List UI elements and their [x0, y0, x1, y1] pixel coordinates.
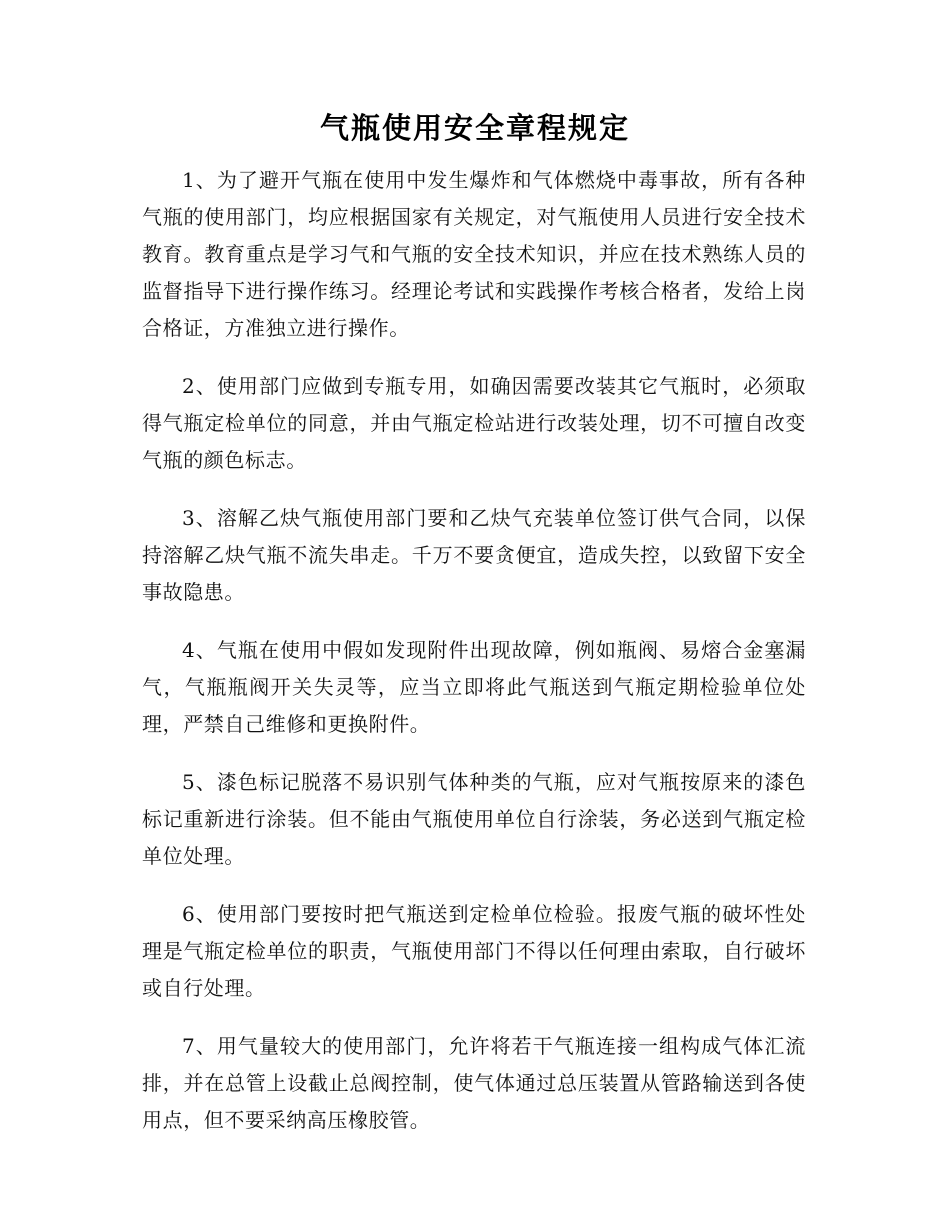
- document-body: [142, 162, 806, 1160]
- paragraph-4: 4、气瓶在使用中假如发现附件出现故障，例如瓶阀、易熔合金塞漏气，气瓶瓶阀开关失灵等，应当立即将此气瓶送到气瓶定期检验单位处理，严禁自己维修和更换附件。: [142, 638, 806, 736]
- document-title: 气瓶使用安全章程规定: [319, 111, 630, 145]
- paragraph-1: 1、为了避开气瓶在使用中发生爆炸和气体燃烧中毒事故，所有各种气瓶的使用部门，均应根据国家有关规定，对气瓶使用人员进行安全技术教育。教育重点是学习气和气瓶的安全技术知识，并应在技术熟练人员的监督指导下进行操作练习。经理论考试和实践操作考核合格者，发给上岗合格证，方准独立进行操作。: [142, 168, 806, 340]
- paragraph-6: 6、使用部门要按时把气瓶送到定检单位检验。报废气瓶的破坏性处理是气瓶定检单位的职责，气瓶使用部门不得以任何理由索取，自行破坏或自行处理。: [142, 902, 806, 1000]
- paragraph-3: 3、溶解乙炔气瓶使用部门要和乙炔气充装单位签订供气合同，以保持溶解乙炔气瓶不流失串走。千万不要贪便宜，造成失控，以致留下安全事故隐患。: [142, 506, 806, 604]
- paragraph-7: 7、用气量较大的使用部门，允许将若干气瓶连接一组构成气体汇流排，并在总管上设截止总阀控制，使气体通过总压装置从管路输送到各使用点，但不要采纳高压橡胶管。: [142, 1034, 806, 1132]
- paragraph-5: 5、漆色标记脱落不易识别气体种类的气瓶，应对气瓶按原来的漆色标记重新进行涂装。但不能由气瓶使用单位自行涂装，务必送到气瓶定检单位处理。: [142, 770, 806, 868]
- paragraph-2: 2、使用部门应做到专瓶专用，如确因需要改装其它气瓶时，必须取得气瓶定检单位的同意，并由气瓶定检站进行改装处理，切不可擅自改变气瓶的颜色标志。: [142, 374, 806, 472]
